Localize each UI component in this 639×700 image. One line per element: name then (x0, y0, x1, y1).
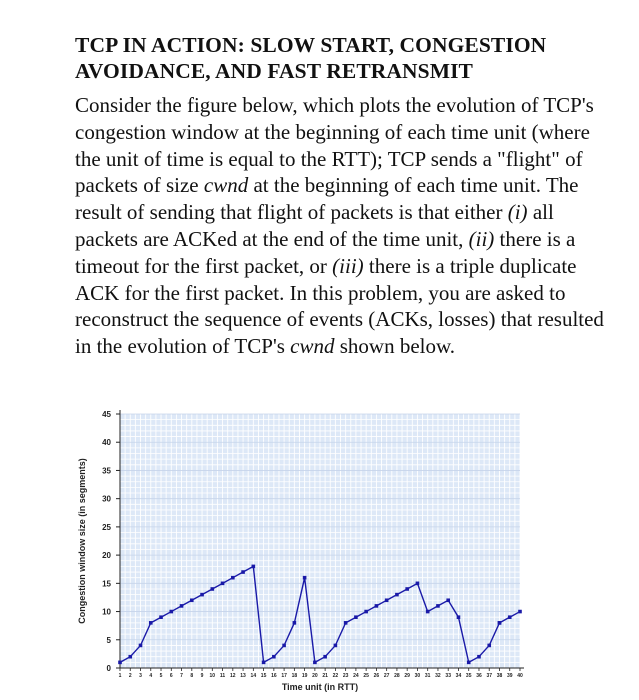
title-line-2: AVOIDANCE, AND FAST RETRANSMIT (75, 59, 473, 83)
x-tick-label: 24 (353, 673, 359, 679)
x-tick-label: 11 (219, 673, 226, 679)
x-tick-label: 30 (414, 673, 421, 679)
x-tick-label: 38 (496, 673, 503, 679)
problem-document (75, 32, 615, 360)
x-tick-label: 27 (383, 673, 390, 679)
x-tick-label: 10 (209, 673, 216, 679)
x-tick-label: 18 (291, 673, 298, 679)
data-point (395, 593, 399, 597)
x-tick-label: 26 (373, 673, 380, 679)
y-tick-label: 40 (102, 438, 111, 448)
y-tick-label: 5 (106, 635, 111, 645)
data-point (426, 610, 430, 614)
y-tick-label: 0 (106, 664, 111, 673)
data-point (149, 621, 153, 625)
data-point (487, 644, 491, 648)
data-point (375, 604, 379, 608)
data-point (159, 615, 163, 619)
y-tick-label: 35 (102, 466, 111, 476)
x-tick-label: 39 (506, 673, 513, 679)
data-point (364, 610, 368, 614)
cwnd-term: cwnd (203, 173, 249, 198)
data-point (354, 615, 358, 619)
x-tick-label: 21 (322, 673, 328, 679)
text-run: Consider the figure below, which plots the evolution of TCP's congestion window at the beginning of each time unit (where the unit of time is equal to the RTT); TCP sends a "flight" of packets of size (75, 93, 594, 198)
x-axis-label: Time unit (in RTT) (281, 682, 359, 692)
data-point (344, 621, 348, 625)
data-point (313, 661, 317, 665)
problem-title (75, 32, 615, 84)
data-point (323, 655, 327, 659)
y-tick-label: 45 (102, 410, 111, 419)
data-point (262, 661, 266, 665)
x-tick-label: 12 (230, 673, 236, 679)
x-tick-label: 16 (271, 673, 277, 679)
y-tick-labels (102, 410, 111, 673)
data-point (169, 610, 173, 614)
x-tick-labels (119, 673, 523, 679)
x-tick-label: 20 (312, 673, 318, 679)
data-point (477, 655, 481, 659)
x-tick-label: 17 (281, 673, 287, 679)
x-tick-label: 35 (465, 673, 472, 679)
data-point (303, 576, 307, 580)
data-point (272, 655, 276, 659)
problem-description (75, 92, 615, 360)
data-point (457, 615, 461, 619)
data-point (139, 644, 143, 648)
y-tick-label: 15 (102, 579, 111, 589)
data-point (282, 644, 286, 648)
data-point (252, 565, 256, 569)
data-point (498, 621, 502, 625)
x-tick-label: 8 (190, 673, 194, 679)
text-run: there is a triple duplicate ACK for the first packet. In this problem, you are asked to reconstruct the sequence of events (ACKs, losses) that resulted in the evolution of TCP's (75, 253, 604, 359)
x-tick-label: 6 (169, 673, 173, 679)
data-point (200, 593, 204, 597)
x-tick-label: 4 (149, 673, 153, 679)
x-tick-label: 22 (332, 673, 339, 679)
x-tick-label: 1 (118, 673, 122, 679)
x-tick-label: 2 (128, 673, 132, 679)
data-point (446, 598, 450, 602)
x-tick-label: 31 (424, 673, 431, 679)
data-point (416, 582, 420, 586)
text-run: at the beginning of each time unit. The result of sending that flight of packets is that either (75, 173, 579, 225)
data-point (405, 587, 409, 591)
cwnd-term: cwnd (290, 334, 335, 359)
x-tick-label: 23 (342, 673, 349, 679)
y-tick-label: 10 (102, 607, 111, 617)
text-run: there is a timeout for the first packet, or (75, 226, 576, 278)
x-tick-label: 7 (180, 673, 183, 679)
x-tick-label: 3 (139, 673, 142, 679)
data-point (334, 644, 338, 648)
data-point (241, 570, 245, 574)
x-tick-label: 13 (240, 673, 246, 679)
x-tick-label: 25 (363, 673, 369, 679)
text-run: all packets are ACKed at the end of the time unit, (75, 200, 554, 251)
data-point (518, 610, 522, 614)
x-tick-label: 19 (301, 673, 308, 679)
data-point (190, 598, 194, 602)
text-run: shown below. (334, 334, 456, 359)
x-tick-label: 32 (435, 673, 441, 679)
data-point (508, 615, 512, 619)
data-point (180, 604, 184, 608)
x-tick-label: 5 (159, 673, 163, 679)
x-tick-label: 37 (486, 673, 493, 679)
x-tick-label: 14 (250, 673, 257, 679)
case-iii-marker: (iii) (332, 253, 364, 278)
data-point (211, 587, 215, 591)
data-point (221, 582, 225, 586)
case-ii-marker: (ii) (468, 226, 495, 251)
y-tick-label: 25 (102, 522, 111, 532)
x-tick-label: 29 (404, 673, 410, 679)
data-point (385, 598, 389, 602)
x-tick-label: 9 (200, 673, 204, 679)
case-i-marker: (i) (507, 200, 528, 225)
x-tick-label: 28 (394, 673, 400, 679)
data-point (467, 661, 471, 665)
y-tick-label: 20 (102, 551, 111, 561)
data-point (231, 576, 235, 580)
data-point (118, 661, 122, 665)
data-point (128, 655, 132, 659)
y-tick-label: 30 (102, 494, 111, 504)
x-tick-label: 40 (517, 673, 523, 679)
x-tick-label: 36 (476, 673, 482, 679)
data-point (436, 604, 440, 608)
cwnd-chart (60, 400, 550, 700)
x-tick-label: 15 (260, 673, 267, 679)
y-axis-label: Congestion window size (in segments) (77, 458, 87, 624)
title-line-1: TCP IN ACTION: SLOW START, CONGESTION (75, 33, 547, 57)
x-tick-label: 33 (445, 673, 451, 679)
x-tick-label: 34 (455, 673, 462, 679)
data-point (293, 621, 297, 625)
